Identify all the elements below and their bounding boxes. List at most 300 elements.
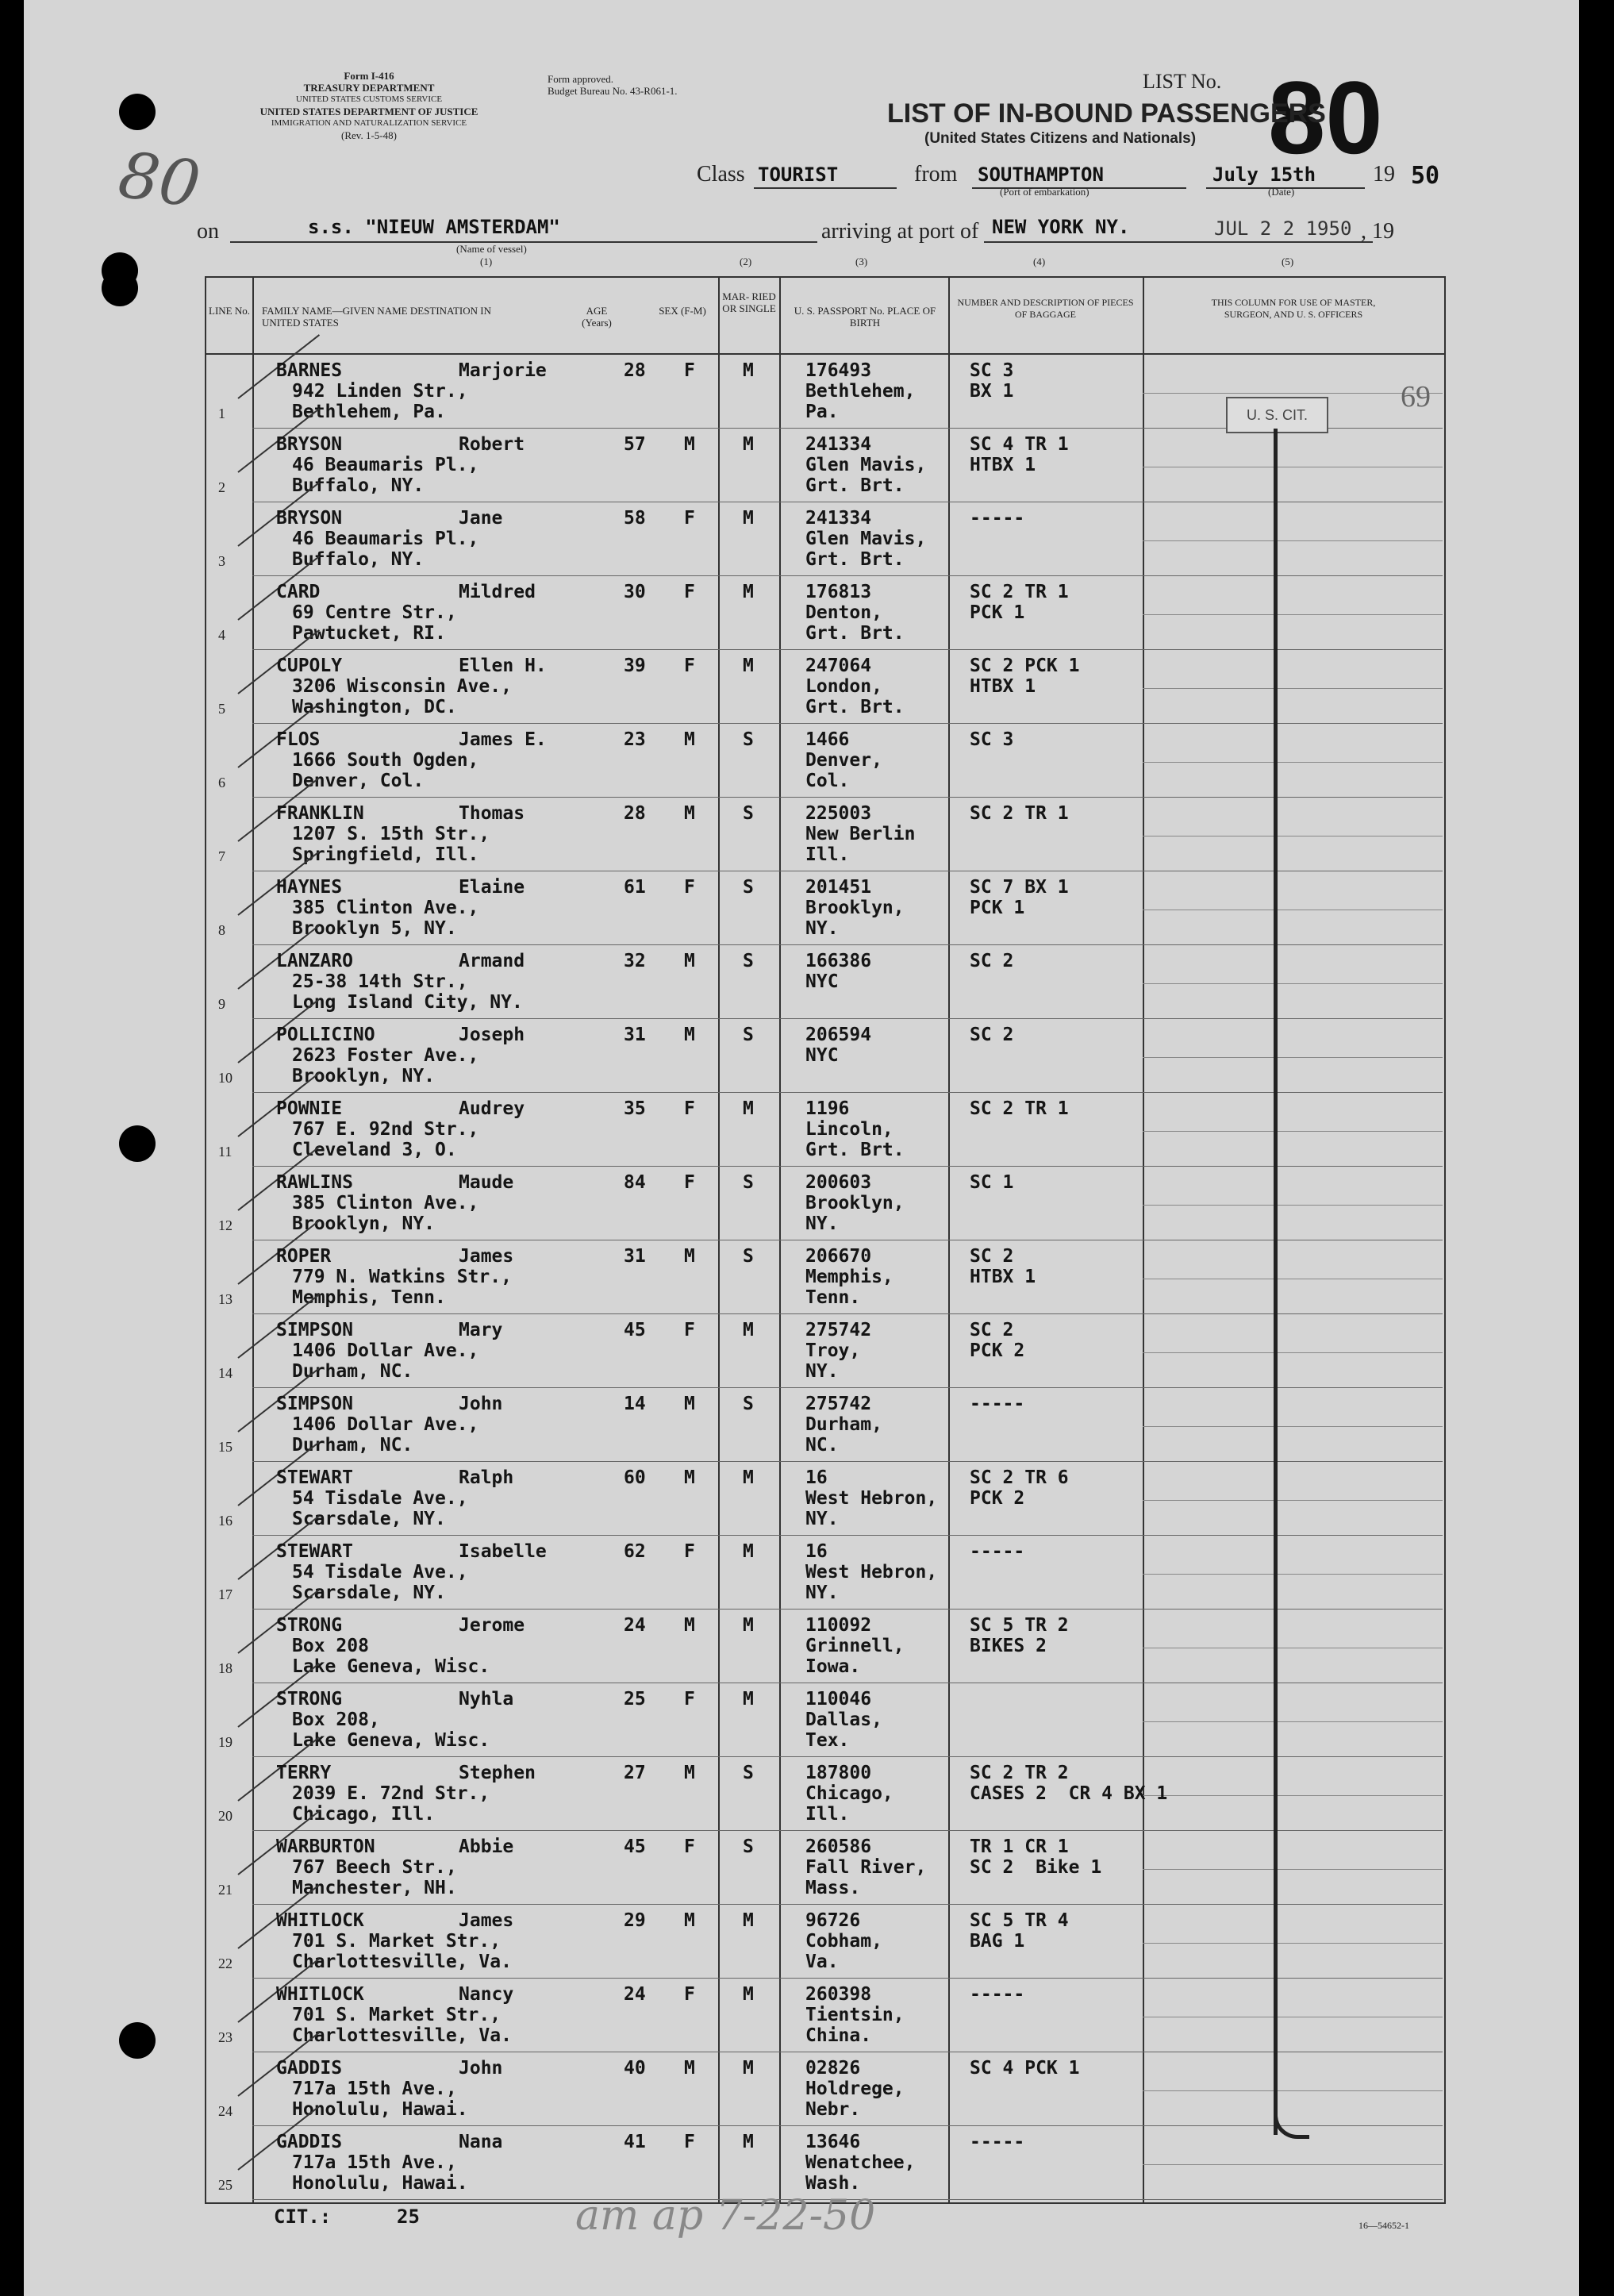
table-row <box>0 1463 1614 1536</box>
row-line-number: 11 <box>218 1144 232 1160</box>
row-birth-place-2: Grt. Brt. <box>805 549 905 570</box>
row-marital-status: S <box>743 951 754 971</box>
row-passport-no: 225003 <box>805 803 872 824</box>
col-header-age: AGE (Years) <box>582 305 612 329</box>
row-baggage-1: ----- <box>970 1984 1025 2005</box>
stamp-number: 69 <box>1401 380 1431 413</box>
row-family-name: STRONG <box>276 1615 343 1636</box>
row-baggage-1: SC 7 BX 1 <box>970 877 1069 898</box>
row-address-1: 385 Clinton Ave., <box>292 1193 479 1213</box>
row-birth-place-2: Grt. Brt. <box>805 475 905 496</box>
row-given-name: James <box>459 1910 514 1931</box>
row-address-1: 1207 S. 15th Str., <box>292 824 490 844</box>
table-row <box>0 946 1614 1020</box>
row-age: 28 <box>624 803 646 824</box>
row-passport-no: 187800 <box>805 1763 872 1783</box>
row-marital-status: M <box>743 1910 754 1931</box>
row-line-number: 22 <box>218 1956 232 1971</box>
row-sex: F <box>684 1172 695 1193</box>
row-given-name: Ellen H. <box>459 656 547 676</box>
form-number: Form I-416 <box>344 70 394 82</box>
row-birth-place-2: Grt. Brt. <box>805 697 905 717</box>
row-passport-no: 200603 <box>805 1172 872 1193</box>
handwritten-page-number: 80 <box>114 137 205 222</box>
row-age: 35 <box>624 1098 646 1119</box>
row-sex: F <box>684 1689 695 1710</box>
row-given-name: Thomas <box>459 803 525 824</box>
row-address-1: 54 Tisdale Ave., <box>292 1562 468 1583</box>
row-birth-place-1: West Hebron, <box>805 1488 938 1509</box>
row-marital-status: M <box>743 582 754 602</box>
stamp-text: U. S. CIT. <box>1246 407 1308 423</box>
col-num-2: (2) <box>740 256 752 267</box>
row-family-name: SIMPSON <box>276 1320 353 1340</box>
row-age: 39 <box>624 656 646 676</box>
row-birth-place-2: NY. <box>805 1509 839 1529</box>
row-age: 57 <box>624 434 646 455</box>
row-baggage-1: SC 3 <box>970 729 1014 750</box>
row-line-number: 3 <box>218 553 225 569</box>
table-row <box>0 356 1614 429</box>
row-address-1: 717a 15th Ave., <box>292 2079 457 2099</box>
row-birth-place-2: Iowa. <box>805 1656 861 1677</box>
col-num-5: (5) <box>1282 256 1294 267</box>
row-address-2: Manchester, NH. <box>292 1878 457 1898</box>
row-sex: F <box>684 656 695 676</box>
table-row <box>0 577 1614 651</box>
row-line-number: 21 <box>218 1882 232 1898</box>
row-birth-place-2: Wash. <box>805 2173 861 2194</box>
row-passport-no: 260398 <box>805 1984 872 2005</box>
row-marital-status: M <box>743 1098 754 1119</box>
row-address-1: 701 S. Market Str., <box>292 2005 501 2025</box>
row-passport-no: 275742 <box>805 1394 872 1414</box>
col-header-married: MAR- RIED OR SINGLE <box>722 290 776 314</box>
class-value: TOURIST <box>758 163 839 186</box>
vessel-col-num: (1) <box>480 256 493 267</box>
row-sex: F <box>684 2132 695 2152</box>
row-baggage-2: HTBX 1 <box>970 1267 1036 1287</box>
row-baggage-2: HTBX 1 <box>970 455 1036 475</box>
class-label: Class <box>697 162 745 187</box>
table-row <box>0 2053 1614 2127</box>
row-address-2: Buffalo, NY. <box>292 475 425 496</box>
row-sex: F <box>684 360 695 381</box>
row-given-name: Jerome <box>459 1615 525 1636</box>
row-marital-status: M <box>743 2058 754 2079</box>
row-sex: F <box>684 1320 695 1340</box>
row-given-name: Abbie <box>459 1836 514 1857</box>
row-address-1: 779 N. Watkins Str., <box>292 1267 512 1287</box>
row-given-name: Mary <box>459 1320 503 1340</box>
row-age: 14 <box>624 1394 646 1414</box>
row-passport-no: 201451 <box>805 877 872 898</box>
col-header-baggage: NUMBER AND DESCRIPTION OF PIECES OF BAGGAGE <box>957 297 1134 320</box>
row-address-1: 1666 South Ogden, <box>292 750 479 771</box>
row-address-1: 1406 Dollar Ave., <box>292 1414 479 1435</box>
table-row <box>0 651 1614 725</box>
row-family-name: BRYSON <box>276 434 343 455</box>
row-sex: F <box>684 1541 695 1562</box>
revision: (Rev. 1-5-48) <box>341 129 397 141</box>
row-birth-place-1: Grinnell, <box>805 1636 905 1656</box>
row-family-name: TERRY <box>276 1763 332 1783</box>
row-address-2: Denver, Col. <box>292 771 425 791</box>
row-passport-no: 110092 <box>805 1615 872 1636</box>
row-birth-place-1: Holdrege, <box>805 2079 905 2099</box>
row-marital-status: M <box>743 1689 754 1710</box>
row-line-number: 13 <box>218 1291 232 1307</box>
row-passport-no: 176813 <box>805 582 872 602</box>
row-address-2: Charlottesville, Va. <box>292 1952 512 1972</box>
row-baggage-2: HTBX 1 <box>970 676 1036 697</box>
row-line-number: 2 <box>218 479 225 495</box>
customs-service: UNITED STATES CUSTOMS SERVICE <box>295 94 443 104</box>
row-age: 62 <box>624 1541 646 1562</box>
row-passport-no: 275742 <box>805 1320 872 1340</box>
row-address-2: Scarsdale, NY. <box>292 1509 446 1529</box>
row-sex: F <box>684 1984 695 2005</box>
row-line-number: 23 <box>218 2029 232 2045</box>
row-baggage-2: SC 2 Bike 1 <box>970 1857 1102 1878</box>
row-birth-place-1: Fall River, <box>805 1857 927 1878</box>
row-address-2: Bethlehem, Pa. <box>292 402 446 422</box>
row-family-name: WHITLOCK <box>276 1984 364 2005</box>
row-address-1: 767 E. 92nd Str., <box>292 1119 479 1140</box>
arrival-date-stamp: JUL 2 2 1950 <box>1214 217 1352 240</box>
row-given-name: Nyhla <box>459 1689 514 1710</box>
row-passport-no: 247064 <box>805 656 872 676</box>
row-passport-no: 260586 <box>805 1836 872 1857</box>
budget-bureau: Budget Bureau No. 43-R061-1. <box>548 85 678 97</box>
row-line-number: 18 <box>218 1660 232 1676</box>
row-marital-status: M <box>743 1615 754 1636</box>
row-address-2: Brooklyn 5, NY. <box>292 918 457 939</box>
row-birth-place-2: Ill. <box>805 844 850 865</box>
row-marital-status: M <box>743 1320 754 1340</box>
row-family-name: BARNES <box>276 360 343 381</box>
row-line-number: 16 <box>218 1513 232 1529</box>
footer-cit-label: CIT.: <box>274 2206 332 2228</box>
row-sex: M <box>684 951 695 971</box>
immigration-service: IMMIGRATION AND NATURALIZATION SERVICE <box>271 118 467 128</box>
vessel-caption: (Name of vessel) <box>456 243 527 255</box>
row-family-name: POWNIE <box>276 1098 343 1119</box>
row-address-2: Memphis, Tenn. <box>292 1287 446 1308</box>
page-subtitle: (United States Citizens and Nationals) <box>924 130 1197 147</box>
row-birth-place-1: London, <box>805 676 882 697</box>
row-family-name: STEWART <box>276 1541 353 1562</box>
row-family-name: CARD <box>276 582 321 602</box>
row-family-name: SIMPSON <box>276 1394 353 1414</box>
list-no-label: LIST No. <box>1143 70 1222 93</box>
arrival-port: NEW YORK NY. <box>992 216 1130 238</box>
port-embark-caption: (Port of embarkation) <box>1000 186 1089 198</box>
row-family-name: FLOS <box>276 729 321 750</box>
row-birth-place-1: New Berlin <box>805 824 916 844</box>
row-birth-place-1: Denver, <box>805 750 882 771</box>
row-passport-no: 13646 <box>805 2132 861 2152</box>
row-marital-status: S <box>743 729 754 750</box>
row-address-2: Springfield, Ill. <box>292 844 479 865</box>
row-baggage-1: SC 2 TR 6 <box>970 1467 1069 1488</box>
row-baggage-1: ----- <box>970 508 1025 529</box>
row-marital-status: M <box>743 656 754 676</box>
row-given-name: Audrey <box>459 1098 525 1119</box>
row-baggage-1: SC 2 TR 1 <box>970 582 1069 602</box>
row-address-2: Durham, NC. <box>292 1361 413 1382</box>
row-birth-place-1: NYC <box>805 971 839 992</box>
justice-dept: UNITED STATES DEPARTMENT OF JUSTICE <box>259 106 478 117</box>
row-passport-no: 16 <box>805 1467 828 1488</box>
row-birth-place-2: Tenn. <box>805 1287 861 1308</box>
row-family-name: GADDIS <box>276 2058 343 2079</box>
row-age: 45 <box>624 1836 646 1857</box>
row-sex: M <box>684 729 695 750</box>
table-row <box>0 1389 1614 1463</box>
row-line-number: 6 <box>218 775 225 790</box>
row-age: 29 <box>624 1910 646 1931</box>
row-marital-status: M <box>743 1467 754 1488</box>
row-address-1: Box 208 <box>292 1636 369 1656</box>
row-marital-status: S <box>743 877 754 898</box>
row-baggage-1: SC 4 TR 1 <box>970 434 1069 455</box>
row-marital-status: S <box>743 1394 754 1414</box>
vessel-name: s.s. "NIEUW AMSTERDAM" <box>308 216 560 238</box>
row-passport-no: 241334 <box>805 508 872 529</box>
row-address-2: Charlottesville, Va. <box>292 2025 512 2046</box>
table-row <box>0 1020 1614 1094</box>
row-passport-no: 176493 <box>805 360 872 381</box>
row-given-name: Stephen <box>459 1763 536 1783</box>
row-line-number: 9 <box>218 996 225 1012</box>
row-family-name: BRYSON <box>276 508 343 529</box>
row-address-1: 25-38 14th Str., <box>292 971 468 992</box>
row-line-number: 24 <box>218 2103 232 2119</box>
row-birth-place-2: NY. <box>805 1361 839 1382</box>
col-header-sex: SEX (F-M) <box>659 305 706 317</box>
row-passport-no: 206594 <box>805 1025 872 1045</box>
row-address-2: Brooklyn, NY. <box>292 1066 436 1086</box>
row-marital-status: M <box>743 2132 754 2152</box>
from-label: from <box>914 162 958 187</box>
row-address-1: 701 S. Market Str., <box>292 1931 501 1952</box>
arriving-label: arriving at port of <box>821 219 979 244</box>
row-given-name: Elaine <box>459 877 525 898</box>
row-baggage-1: SC 2 <box>970 1025 1014 1045</box>
row-baggage-2: BIKES 2 <box>970 1636 1047 1656</box>
row-passport-no: 110046 <box>805 1689 872 1710</box>
row-family-name: GADDIS <box>276 2132 343 2152</box>
row-baggage-2: PCK 1 <box>970 898 1025 918</box>
row-address-2: Chicago, Ill. <box>292 1804 436 1825</box>
row-birth-place-2: China. <box>805 2025 872 2046</box>
row-baggage-2: PCK 2 <box>970 1340 1025 1361</box>
row-marital-status: M <box>743 1984 754 2005</box>
row-birth-place-2: Ill. <box>805 1804 850 1825</box>
row-address-2: Honolulu, Hawai. <box>292 2173 468 2194</box>
row-baggage-1: SC 2 TR 1 <box>970 803 1069 824</box>
row-passport-no: 1196 <box>805 1098 850 1119</box>
row-birth-place-2: Va. <box>805 1952 839 1972</box>
row-birth-place-1: Tientsin, <box>805 2005 905 2025</box>
table-row <box>0 1610 1614 1684</box>
table-row <box>0 1906 1614 1979</box>
row-passport-no: 1466 <box>805 729 850 750</box>
table-row <box>0 1979 1614 2053</box>
row-given-name: John <box>459 1394 503 1414</box>
row-birth-place-1: Denton, <box>805 602 882 623</box>
table-row <box>0 872 1614 946</box>
table-row <box>0 429 1614 503</box>
row-family-name: LANZARO <box>276 951 353 971</box>
row-address-2: Long Island City, NY. <box>292 992 523 1013</box>
row-age: 31 <box>624 1246 646 1267</box>
treasury-dept: TREASURY DEPARTMENT <box>303 82 435 94</box>
list-no-value: 80 <box>1268 60 1383 175</box>
row-birth-place-2: Tex. <box>805 1730 850 1751</box>
table-row <box>0 503 1614 577</box>
row-line-number: 5 <box>218 701 225 717</box>
row-baggage-2: BAG 1 <box>970 1931 1025 1952</box>
row-line-number: 10 <box>218 1070 232 1086</box>
row-birth-place-1: Memphis, <box>805 1267 893 1287</box>
on-label: on <box>197 219 219 244</box>
vertical-check-line <box>1274 429 1278 2135</box>
row-line-number: 12 <box>218 1217 232 1233</box>
row-birth-place-2: Nebr. <box>805 2099 861 2120</box>
row-age: 27 <box>624 1763 646 1783</box>
row-passport-no: 16 <box>805 1541 828 1562</box>
row-address-1: 54 Tisdale Ave., <box>292 1488 468 1509</box>
row-age: 41 <box>624 2132 646 2152</box>
row-address-1: 767 Beech Str., <box>292 1857 457 1878</box>
row-passport-no: 241334 <box>805 434 872 455</box>
row-line-number: 4 <box>218 627 225 643</box>
row-sex: M <box>684 1246 695 1267</box>
row-birth-place-1: Wenatchee, <box>805 2152 916 2173</box>
row-birth-place-1: Troy, <box>805 1340 861 1361</box>
row-sex: M <box>684 1025 695 1045</box>
row-line-number: 15 <box>218 1439 232 1455</box>
row-address-2: Brooklyn, NY. <box>292 1213 436 1234</box>
table-row <box>0 798 1614 872</box>
table-row <box>0 1167 1614 1241</box>
row-marital-status: M <box>743 1541 754 1562</box>
row-birth-place-2: Grt. Brt. <box>805 1140 905 1160</box>
row-family-name: FRANKLIN <box>276 803 364 824</box>
date-caption: (Date) <box>1268 186 1295 198</box>
row-given-name: Robert <box>459 434 525 455</box>
row-family-name: POLLICINO <box>276 1025 375 1045</box>
row-baggage-2: BX 1 <box>970 381 1014 402</box>
row-birth-place-1: Cobham, <box>805 1931 882 1952</box>
row-baggage-1: SC 2 TR 1 <box>970 1098 1069 1119</box>
row-birth-place-1: Bethlehem, <box>805 381 916 402</box>
row-age: 30 <box>624 582 646 602</box>
row-given-name: John <box>459 2058 503 2079</box>
table-row <box>0 1536 1614 1610</box>
row-birth-place-2: Pa. <box>805 402 839 422</box>
row-given-name: Marjorie <box>459 360 547 381</box>
row-address-1: 942 Linden Str., <box>292 381 468 402</box>
row-passport-no: 02826 <box>805 2058 861 2079</box>
row-sex: M <box>684 1763 695 1783</box>
row-sex: M <box>684 1910 695 1931</box>
row-given-name: Mildred <box>459 582 536 602</box>
row-family-name: RAWLINS <box>276 1172 353 1193</box>
col-header-passport: U. S. PASSPORT No. PLACE OF BIRTH <box>794 305 936 329</box>
row-baggage-1: SC 5 TR 2 <box>970 1615 1069 1636</box>
row-sex: M <box>684 1467 695 1488</box>
row-address-1: 3206 Wisconsin Ave., <box>292 676 512 697</box>
row-address-1: 2623 Foster Ave., <box>292 1045 479 1066</box>
page-title: LIST OF IN-BOUND PASSENGERS <box>887 98 1326 129</box>
row-sex: F <box>684 508 695 529</box>
row-age: 32 <box>624 951 646 971</box>
row-passport-no: 166386 <box>805 951 872 971</box>
row-baggage-1: SC 2 <box>970 1246 1014 1267</box>
footer-cit-value: 25 <box>397 2206 420 2228</box>
row-birth-place-2: NY. <box>805 1583 839 1603</box>
row-baggage-2: CASES 2 CR 4 BX 1 <box>970 1783 1168 1804</box>
row-sex: F <box>684 1836 695 1857</box>
row-passport-no: 206670 <box>805 1246 872 1267</box>
row-age: 40 <box>624 2058 646 2079</box>
table-row <box>0 1684 1614 1758</box>
row-address-1: 385 Clinton Ave., <box>292 898 479 918</box>
row-family-name: WHITLOCK <box>276 1910 364 1931</box>
table-row <box>0 1094 1614 1167</box>
port-of-embarkation: SOUTHAMPTON <box>978 163 1104 186</box>
table-row <box>0 1832 1614 1906</box>
row-line-number: 14 <box>218 1365 232 1381</box>
row-age: 25 <box>624 1689 646 1710</box>
row-birth-place-1: NYC <box>805 1045 839 1066</box>
row-given-name: Nancy <box>459 1984 514 2005</box>
row-address-2: Buffalo, NY. <box>292 549 425 570</box>
row-baggage-1: SC 3 <box>970 360 1014 381</box>
row-given-name: Jane <box>459 508 503 529</box>
row-family-name: WARBURTON <box>276 1836 375 1857</box>
row-baggage-1: SC 2 <box>970 951 1014 971</box>
col-num-3: (3) <box>855 256 868 267</box>
row-baggage-1: TR 1 CR 1 <box>970 1836 1069 1857</box>
row-given-name: Armand <box>459 951 525 971</box>
row-given-name: Nana <box>459 2132 503 2152</box>
row-line-number: 8 <box>218 922 225 938</box>
row-baggage-2: PCK 1 <box>970 602 1025 623</box>
row-birth-place-2: Mass. <box>805 1878 861 1898</box>
row-given-name: Joseph <box>459 1025 525 1045</box>
row-family-name: STEWART <box>276 1467 353 1488</box>
row-address-1: 69 Centre Str., <box>292 602 457 623</box>
footer-code: 16—54652-1 <box>1358 2220 1409 2231</box>
approved-label: Form approved. <box>548 73 614 85</box>
row-age: 24 <box>624 1615 646 1636</box>
row-age: 60 <box>624 1467 646 1488</box>
row-baggage-1: SC 1 <box>970 1172 1014 1193</box>
row-family-name: STRONG <box>276 1689 343 1710</box>
row-given-name: James <box>459 1246 514 1267</box>
row-baggage-1: ----- <box>970 1541 1025 1562</box>
row-birth-place-1: Chicago, <box>805 1783 893 1804</box>
row-given-name: Maude <box>459 1172 514 1193</box>
row-line-number: 19 <box>218 1734 232 1750</box>
row-age: 84 <box>624 1172 646 1193</box>
row-address-1: 717a 15th Ave., <box>292 2152 457 2173</box>
row-line-number: 1 <box>218 406 225 421</box>
